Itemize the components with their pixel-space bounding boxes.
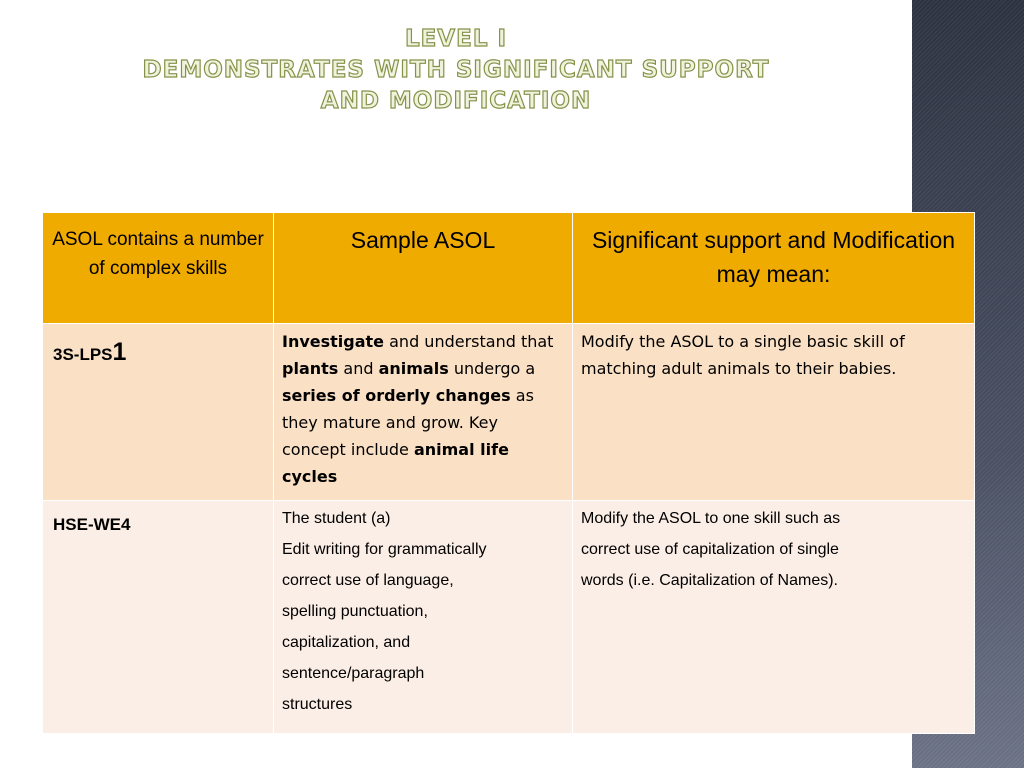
header-cell: Significant support and Modification may mean: <box>573 213 975 324</box>
asol-code-suffix: 1 <box>112 338 127 366</box>
modification-cell: Modify the ASOL to one skill such as correct use of capitalization of single words (i.e. Capitalization of Names). <box>573 501 975 734</box>
sample-asol-cell: The student (a) Edit writing for grammatically correct use of language, spelling punctuation, capitalization, and sentence/paragraph structures <box>274 501 573 734</box>
title-line: AND MODIFICATION <box>320 88 592 114</box>
asol-code-cell <box>43 324 274 501</box>
slide-title <box>0 24 912 117</box>
asol-code: 3S-LPS <box>53 345 113 364</box>
title-line: LEVEL I <box>404 26 508 52</box>
asol-table <box>42 212 975 734</box>
table-row <box>43 501 975 734</box>
sample-asol-cell: Investigate and understand that plants and animals undergo a series of orderly changes as they mature and grow. Key concept include animal life cycles <box>274 324 573 501</box>
header-row <box>43 213 975 324</box>
table-row <box>43 324 975 501</box>
asol-code-cell: HSE-WE4 <box>43 501 274 734</box>
header-cell: Sample ASOL <box>274 213 573 324</box>
title-line: DEMONSTRATES WITH SIGNIFICANT SUPPORT <box>142 57 770 83</box>
header-cell: ASOL contains a number of complex skills <box>43 213 274 324</box>
modification-cell: Modify the ASOL to a single basic skill of matching adult animals to their babies. <box>573 324 975 501</box>
